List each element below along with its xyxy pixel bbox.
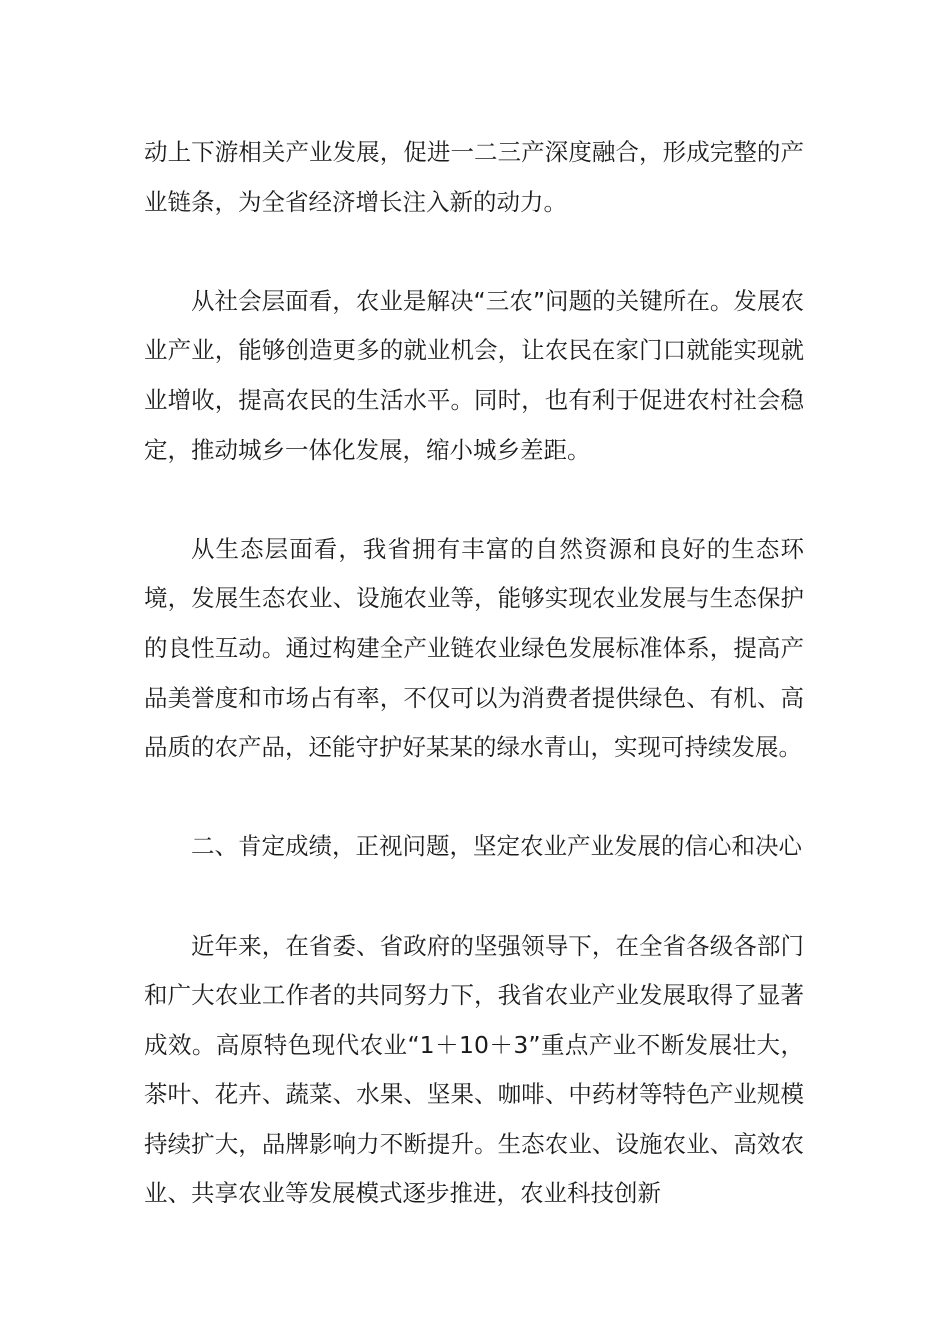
paragraph-ecological-level: 从生态层面看，我省拥有丰富的自然资源和良好的生态环境，发展生态农业、设施农业等，能够实现农业发展与生态保护的良性互动。通过构建全产业链农业绿色发展标准体系，提高产品美誉度和市场占有率，不仅可以为消费者提供绿色、有机、高品质的农产品，还能守护好某某的绿水青山，实现可持续发展。 [144, 534, 804, 762]
section-heading-two: 二、肯定成绩，正视问题，坚定农业产业发展的信心和决心 [191, 832, 802, 861]
paragraph-social-level: 从社会层面看，农业是解决“三农”问题的关键所在。发展农业产业，能够创造更多的就业机会，让农民在家门口就能实现就业增收，提高农民的生活水平。同时，也有利于促进农村社会稳定，推动城乡一体化发展，缩小城乡差距。 [144, 286, 804, 464]
paragraph-achievements: 近年来，在省委、省政府的坚强领导下，在全省各级各部门和广大农业工作者的共同努力下，我省农业产业发展取得了显著成效。高原特色现代农业“1＋10＋3”重点产业不断发展壮大，茶叶、花卉、蔬菜、水果、坚果、咖啡、中药材等特色产业规模持续扩大，品牌影响力不断提升。生态农业、设施农业、高效农业、共享农业等发展模式逐步推进，农业科技创新 [144, 931, 804, 1208]
document-body [144, 128, 804, 1269]
paragraph-economic-continuation: 动上下游相关产业发展，促进一二三产深度融合，形成完整的产业链条，为全省经济增长注入新的动力。 [144, 138, 804, 216]
